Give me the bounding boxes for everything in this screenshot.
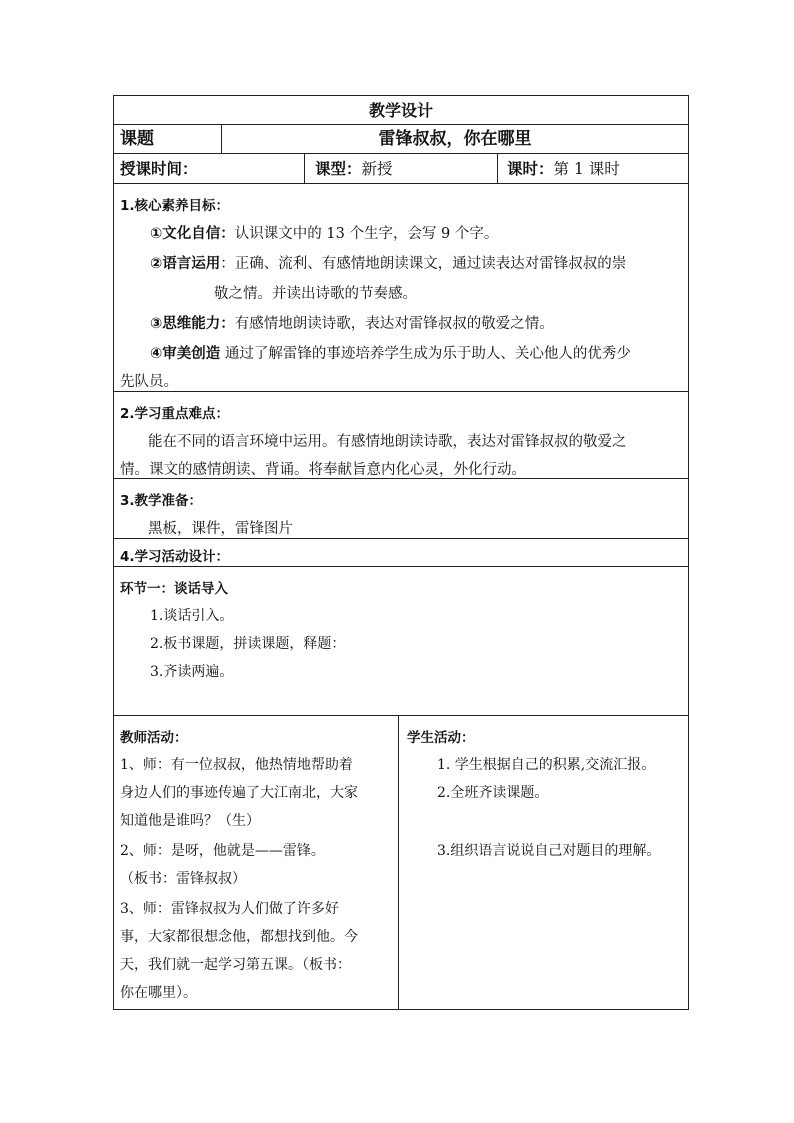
teacher-line: 天，我们就一起学习第五课。（板书： [120, 957, 351, 973]
teacher-line: （板书：雷锋叔叔） [120, 871, 246, 887]
key-points-section [113, 392, 689, 479]
goals-heading: 1.核心素养目标： [120, 198, 230, 214]
goal-culture-text: 认识课文中的 13 个生字，会写 9 个字。 [234, 226, 499, 242]
topic-value: 雷锋叔叔，你在哪里 [221, 125, 688, 153]
period-cell [497, 154, 688, 183]
goal-aesthetic [150, 342, 631, 363]
period-value: 第 1 课时 [553, 160, 620, 178]
goal-language-label: ②语言运用 [150, 256, 221, 272]
type-cell [304, 154, 497, 183]
preparation-text: 黑板，课件，雷锋图片 [148, 521, 293, 537]
goal-language-text: ：正确、流利、有感情地朗读课文，通过读表达对雷锋叔叔的崇 [220, 256, 627, 272]
step1-item: 1.谈话引入。 [150, 608, 234, 624]
goal-language [150, 252, 626, 273]
goal-culture-label: ①文化自信： [150, 226, 235, 242]
period-label: 课时： [507, 160, 554, 178]
student-heading: 学生活动： [407, 730, 475, 746]
table-title: 教学设计 [113, 95, 689, 125]
teacher-line: 知道他是谁吗？（生） [120, 813, 260, 829]
goals-section [113, 184, 689, 392]
goal-thinking-text: 有感情地朗读诗歌，表达对雷锋叔叔的敬爱之情。 [234, 316, 554, 332]
student-line: 3.组织语言说说自己对题目的理解。 [437, 843, 661, 859]
goal-thinking [150, 312, 554, 333]
goal-culture [150, 222, 498, 243]
teacher-line: 2、师：是呀，他就是——雷锋。 [120, 843, 325, 859]
step1-item: 3.齐读两遍。 [150, 664, 234, 680]
key-points-heading: 2.学习重点难点： [120, 406, 230, 422]
step1-section [113, 567, 689, 716]
goal-aesthetic-cont: 先队员。 [120, 374, 178, 390]
goal-aesthetic-label: ④审美创造 [150, 346, 221, 362]
teacher-activities [114, 716, 398, 1009]
student-activities [398, 716, 688, 1009]
step1-item: 2.板书课题，拼读课题，释题： [150, 636, 346, 652]
teacher-line: 事，大家都很想念他，都想找到他。今 [120, 929, 358, 945]
teacher-line: 身边人们的事迹传遍了大江南北，大家 [120, 785, 358, 801]
preparation-section [113, 479, 689, 539]
activities-section [113, 539, 689, 567]
teacher-heading: 教师活动： [120, 730, 188, 746]
info-row [113, 154, 689, 184]
time-label: 授课时间： [120, 160, 198, 178]
activities-table [113, 716, 689, 1010]
teacher-line: 1、师：有一位叔叔，他热情地帮助着 [120, 757, 353, 773]
goal-thinking-label: ③思维能力： [150, 316, 235, 332]
type-value: 新授 [361, 160, 393, 178]
key-points-line2: 情。课文的感情朗读、背诵。将奉献旨意内化心灵，外化行动。 [120, 462, 526, 478]
student-line: 2.全班齐读课题。 [437, 785, 549, 801]
preparation-heading: 3.教学准备： [120, 493, 203, 509]
key-points-line1: 能在不同的语言环境中运用。有感情地朗读诗歌，表达对雷锋叔叔的敬爱之 [148, 434, 627, 450]
goal-aesthetic-text: 通过了解雷锋的事迹培养学生成为乐于助人、关心他人的优秀少 [220, 346, 631, 362]
step1-heading: 环节一：谈话导入 [120, 581, 228, 597]
teacher-line: 你在哪里）。 [120, 985, 197, 1001]
student-line: 1. 学生根据自己的积累,交流汇报。 [437, 757, 656, 773]
activities-heading: 4.学习活动设计： [120, 549, 230, 565]
lesson-plan-table [113, 95, 689, 1010]
teacher-line: 3、师：雷锋叔叔为人们做了许多好 [120, 901, 339, 917]
type-label: 课型： [315, 160, 362, 178]
topic-label: 课题 [120, 129, 154, 149]
goal-language-cont: 敬之情。并读出诗歌的节奏感。 [214, 286, 417, 302]
topic-row [113, 125, 689, 154]
